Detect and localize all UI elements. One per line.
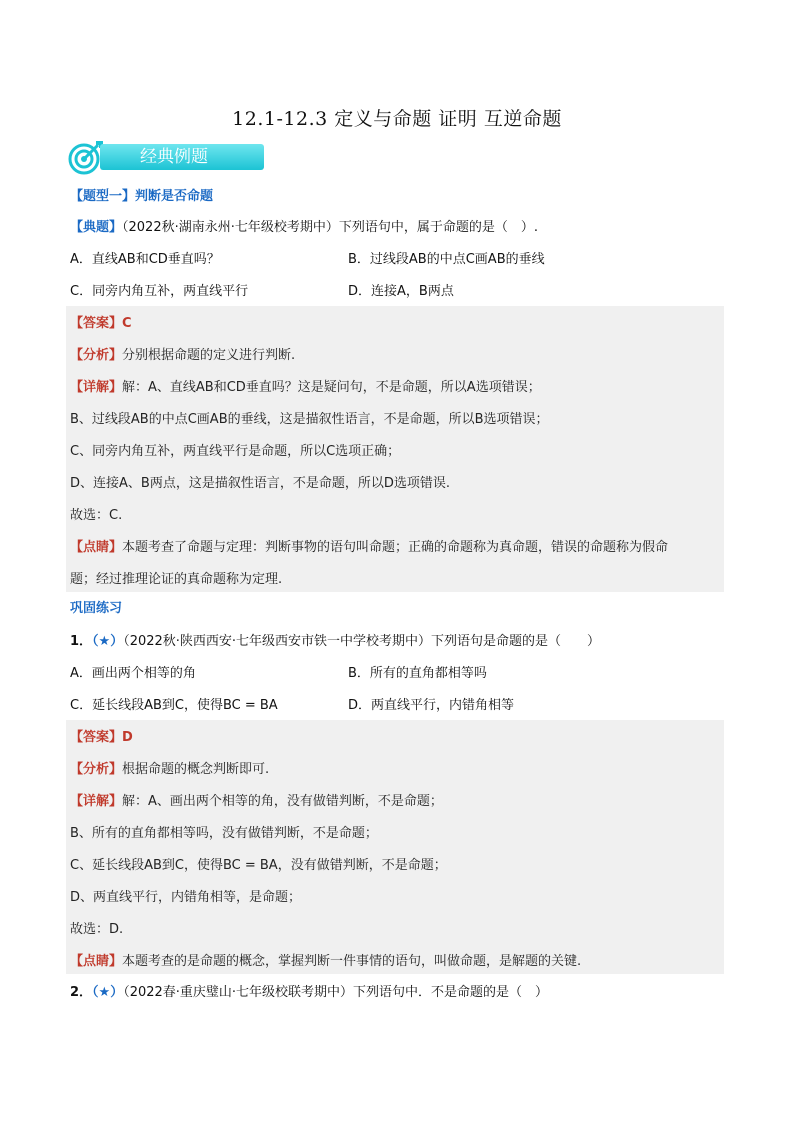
q1-option-d: D．两直线平行，内错角相等 — [348, 698, 515, 713]
answer-value: D — [122, 730, 133, 745]
page-title: 12.1-12.3 定义与命题 证明 互逆命题 — [232, 108, 562, 130]
example-analysis — [70, 347, 295, 365]
example-detail-line: C、同旁内角互补，两直线平行是命题，所以C选项正确； — [70, 444, 401, 459]
q1-detail-line: C、延长线段AB到C，使得BC = BA，没有做错判断，不是命题； — [70, 858, 447, 873]
answer-tag: 【答案】 — [70, 316, 123, 331]
difficulty-star-icon: （★） — [92, 985, 124, 1000]
example-option-b: B．过线段AB的中点C画AB的垂线 — [348, 252, 545, 267]
example-answer — [70, 315, 132, 333]
q1-option-b: B．所有的直角都相等吗 — [348, 666, 487, 681]
example-detail-line: 故选：C. — [70, 508, 123, 523]
example-tag: 【典题】 — [70, 220, 123, 235]
detail-text: 解：A、直线AB和CD垂直吗？这是疑问句，不是命题，所以A选项错误； — [122, 380, 541, 395]
example-detail-line: D、连接A、B两点，这是描叙性语言，不是命题，所以D选项错误. — [70, 476, 450, 491]
q1-analysis — [70, 761, 269, 779]
q1-detail-line: D、两直线平行，内错角相等，是命题； — [70, 890, 302, 905]
q1-option-c: C．延长线段AB到C，使得BC = BA — [70, 698, 278, 713]
q1-number: 1． — [70, 634, 93, 649]
q1-question: （2022秋·陕西西安·七年级西安市铁一中学校考期中）下列语句是命题的是（ ） — [123, 634, 601, 649]
q2-stem — [70, 984, 548, 1002]
q1-option-a: A．画出两个相等的角 — [70, 666, 196, 681]
comment-text: 本题考查的是命题的概念，掌握判断一件事情的语句，叫做命题，是解题的关键. — [122, 954, 582, 969]
q1-stem — [70, 633, 600, 651]
answer-value: C — [122, 316, 132, 331]
q1-detail-line: B、所有的直角都相等吗，没有做错判断，不是命题； — [70, 826, 378, 841]
q1-solution-box — [66, 720, 724, 974]
q2-question: （2022春·重庆璧山·七年级校联考期中）下列语句中．不是命题的是（ ） — [123, 985, 549, 1000]
practice-heading: 巩固练习 — [70, 601, 123, 616]
q2-number: 2． — [70, 985, 93, 1000]
q1-detail-line — [70, 793, 443, 811]
example-question: （2022秋·湖南永州·七年级校考期中）下列语句中，属于命题的是（ ）. — [122, 220, 538, 235]
example-option-d: D．连接A，B两点 — [348, 284, 454, 299]
difficulty-star-icon: （★） — [92, 634, 124, 649]
analysis-tag: 【分析】 — [70, 762, 123, 777]
q1-comment — [70, 953, 581, 971]
example-comment-line: 题；经过推理论证的真命题称为定理. — [70, 572, 283, 587]
banner-label: 经典例题 — [100, 144, 264, 170]
comment-text: 本题考查了命题与定理：判断事物的语句叫命题；正确的命题称为真命题，错误的命题称为假命 — [122, 540, 669, 555]
example-stem — [70, 219, 538, 237]
answer-tag: 【答案】 — [70, 730, 123, 745]
q1-answer — [70, 729, 133, 747]
example-detail-line: B、过线段AB的中点C画AB的垂线，这是描叙性语言，不是命题，所以B选项错误； — [70, 412, 549, 427]
example-option-c: C．同旁内角互补，两直线平行 — [70, 284, 249, 299]
comment-tag: 【点睛】 — [70, 954, 123, 969]
analysis-tag: 【分析】 — [70, 348, 123, 363]
analysis-text: 根据命题的概念判断即可. — [122, 762, 270, 777]
comment-tag: 【点睛】 — [70, 540, 123, 555]
q1-detail-line: 故选：D. — [70, 922, 124, 937]
example-detail-line — [70, 379, 541, 397]
analysis-text: 分别根据命题的定义进行判断. — [122, 348, 296, 363]
detail-tag: 【详解】 — [70, 380, 123, 395]
example-comment — [70, 539, 668, 557]
section-heading: 【题型一】判断是否命题 — [70, 189, 214, 204]
detail-tag: 【详解】 — [70, 794, 123, 809]
example-option-a: A．直线AB和CD垂直吗？ — [70, 252, 220, 267]
detail-text: 解：A、画出两个相等的角，没有做错判断，不是命题； — [122, 794, 443, 809]
